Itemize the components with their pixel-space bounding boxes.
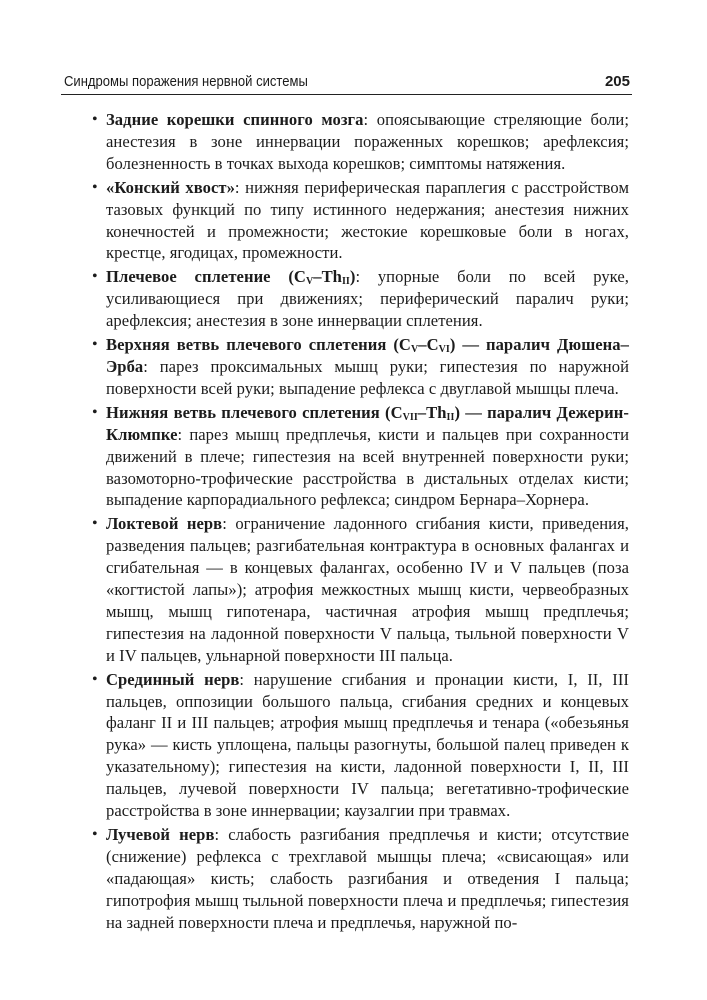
item-text: : опоясывающие стреляющие боли; анестезия в зоне иннервации пораженных корешков; арефлексия; болезненность в точках выхода корешков; симптомы натяжения. bbox=[106, 110, 630, 173]
bullet-icon: • bbox=[92, 515, 98, 533]
list-item bbox=[92, 266, 629, 332]
list-item bbox=[92, 109, 629, 175]
bullet-icon: • bbox=[92, 670, 98, 688]
list-item bbox=[92, 669, 629, 822]
page-number: 205 bbox=[604, 73, 630, 90]
running-header bbox=[61, 70, 632, 95]
item-text: : слабость разгибания предплечья и кисти; отсутствие (снижение) рефлекса с трехглавой мышцы плеча; «свисающая» или «падающая» кисть; слабость разгибания и отведения I пальца; гипотрофия мышц тыльной поверхности плеча и предплечья; гипестезия на задней поверхности плеча и предплечья, наружной по- bbox=[106, 825, 629, 932]
item-text: : ограничение ладонного сгибания кисти, приведения, разведения пальцев; разгибательная контрактура в основных фалангах и сгибательная — в концевых фалангах, особенно IV и V пальцев (поза «когтистой лапы»); атрофия межкостных мышц кисти, червеобразных мышц, мышц гипотенара, частичная атрофия мышц предплечья; гипестезия на ладонной поверхности V пальца, тыльной поверхности V и IV пальцев, ульнарной поверхности III пальца. bbox=[106, 514, 629, 665]
bullet-icon: • bbox=[92, 826, 98, 843]
item-term: Срединный нерв bbox=[106, 669, 240, 689]
item-term: Плечевое сплетение $(C_V-Th_{II})$ bbox=[106, 267, 356, 288]
item-text: : нижняя периферическая параплегия с расстройством тазовых функций по типу истинного недержания; анестезия нижних конечностей и промежности; жестокие корешковые боли в ногах, крестце, ягодицах, промежности. bbox=[106, 177, 629, 263]
item-text: : парез мышц предплечья, кисти и пальцев при сохранности движений в плече; гипестезия на всей внутренней поверхности руки; вазомоторно-трофические расстройства в дистальных отделах кисти; выпадение карпорадиального рефлекса; синдром Бернара–Хорнера. bbox=[106, 424, 629, 510]
list-item bbox=[92, 402, 629, 512]
item-text: : парез проксимальных мышц руки; гипестезия по наружной поверхности всей руки; выпадение рефлекса с двуглавой мышцы плеча. bbox=[106, 356, 629, 398]
item-term: Локтевой нерв bbox=[106, 514, 223, 534]
bullet-icon: • bbox=[92, 336, 98, 354]
running-header-title: Синдромы поражения нервной системы bbox=[64, 74, 308, 90]
item-term: Лучевой нерв bbox=[106, 825, 215, 844]
item-term: «Конский хвост» bbox=[106, 177, 235, 197]
item-term: Верхняя ветвь плечевого сплетения $(C_V-C_{VI})$ — паралич Дюшена–Эрба bbox=[106, 335, 629, 376]
bullet-icon: • bbox=[92, 268, 98, 286]
list-item bbox=[92, 824, 629, 934]
page-body bbox=[92, 109, 629, 934]
item-term: Нижняя ветвь плечевого сплетения $(C_{VII}-Th_{II})$ — паралич Дежерин-Клюмпке bbox=[106, 402, 629, 444]
item-text: : нарушение сгибания и пронации кисти, I, II, III пальцев, оппозиции большого пальца, сгибания средних и концевых фаланг II и III пальцев; атрофия мышц предплечья и тенара («обезьянья рука» — кисть уплощена, пальцы разогнуты, большой палец приведен к указательному); гипестезия на кисти, ладонной поверхности I, II, III пальцев, лучевой поверхности IV пальца; вегетативно-трофические расстройства в зоне иннервации; каузалгии при травмах. bbox=[106, 669, 629, 821]
item-text: : упорные боли по всей руке, усиливающиеся при движениях; периферический паралич руки; арефлексия; анестезия в зоне иннервации сплетения. bbox=[106, 267, 629, 331]
list-item bbox=[92, 513, 629, 666]
bullet-icon: • bbox=[92, 403, 98, 421]
list-item bbox=[92, 177, 629, 265]
bullet-icon: • bbox=[92, 178, 98, 196]
list-item bbox=[92, 334, 629, 400]
item-term: Задние корешки спинного мозга bbox=[106, 110, 364, 129]
bullet-icon: • bbox=[92, 111, 98, 128]
